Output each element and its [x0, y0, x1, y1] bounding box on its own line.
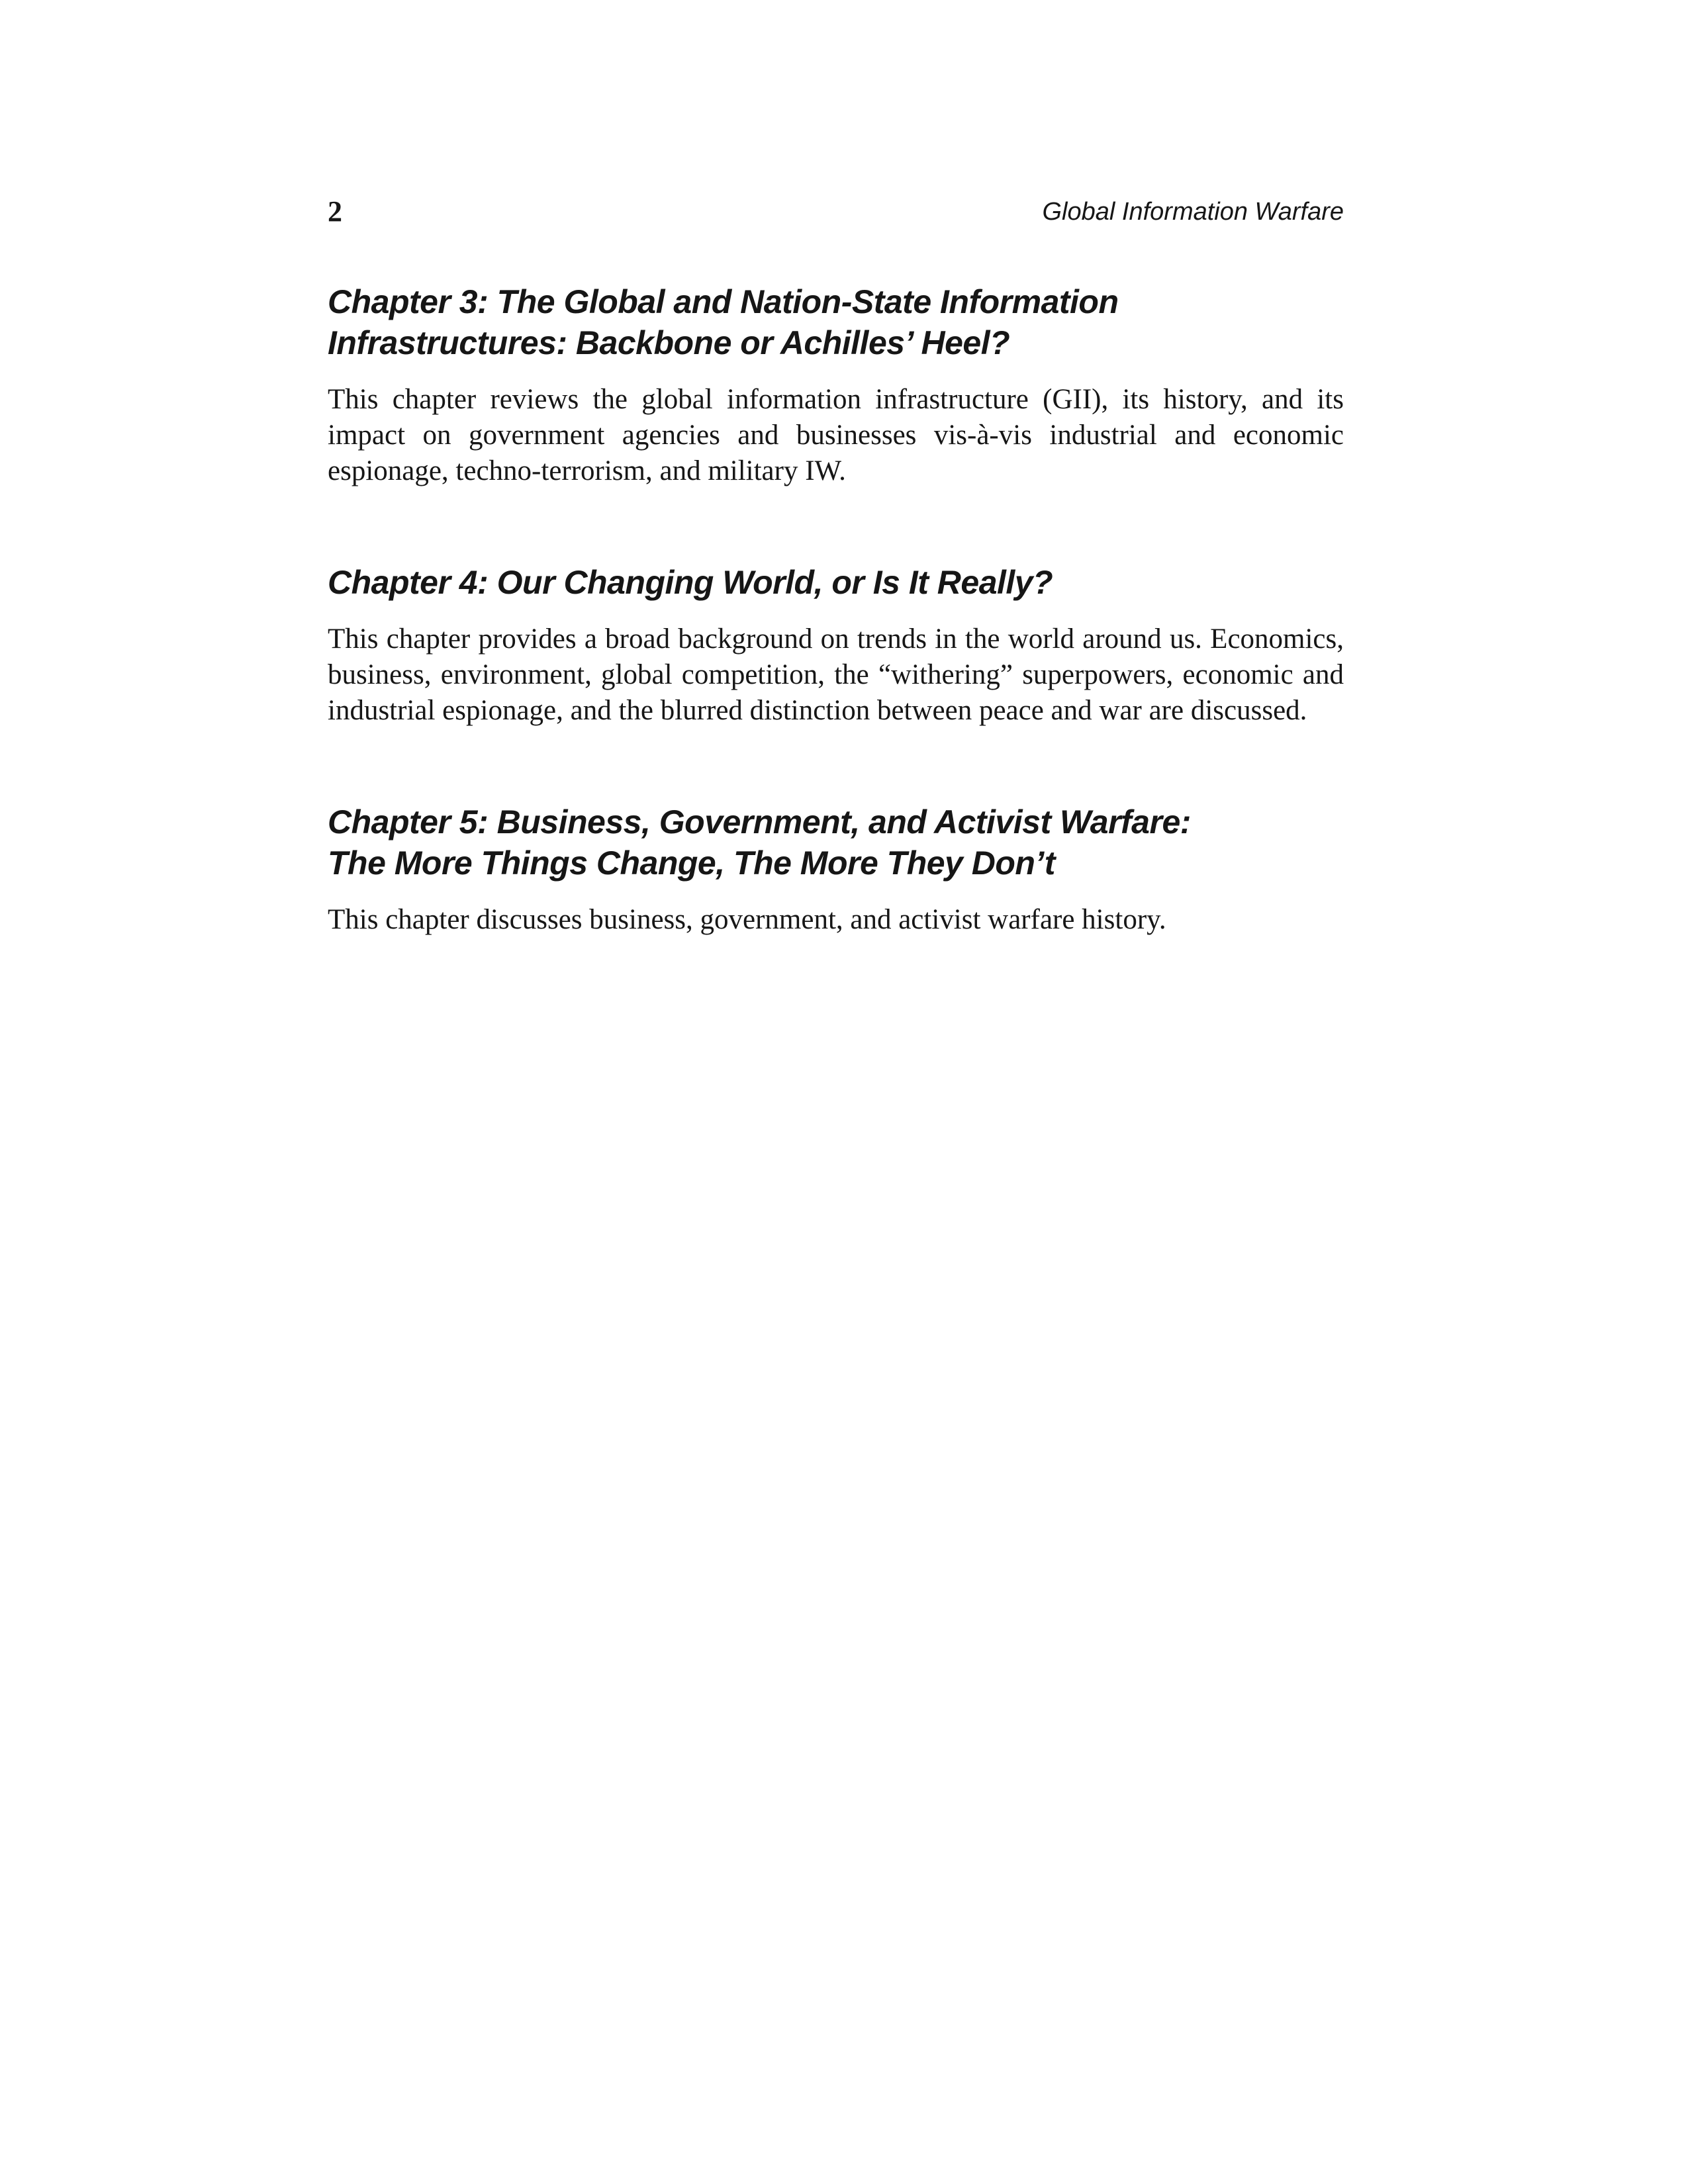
chapter-4-heading	[328, 562, 1344, 603]
chapter-3-section	[328, 281, 1344, 489]
chapter-3-heading	[328, 281, 1344, 363]
chapter-5-heading-line-2: The More Things Change, The More They Don’t	[328, 844, 1055, 882]
page-number: 2	[328, 195, 342, 228]
chapter-4-summary: This chapter provides a broad background on trends in the world around us. Economics, business, environment, global competition, the “withering” superpowers, economic and industrial espionage, and the blurred distinction between peace and war are discussed.	[328, 623, 1344, 726]
chapter-5-summary: This chapter discusses business, government, and activist warfare history.	[328, 904, 1166, 935]
chapter-4-section	[328, 562, 1344, 729]
chapter-5-heading	[328, 801, 1344, 884]
chapter-5-section	[328, 801, 1344, 938]
running-title: Global Information Warfare	[1042, 198, 1344, 226]
chapter-3-heading-line-1: Chapter 3: The Global and Nation-State Information	[328, 283, 1119, 320]
chapter-3-summary: This chapter reviews the global information infrastructure (GII), its history, and its impact on government agencies and businesses vis-à-vis industrial and economic espionage, techno-terrorism, and military IW.	[328, 384, 1344, 486]
chapter-4-heading-line-1: Chapter 4: Our Changing World, or Is It Really?	[328, 564, 1053, 601]
page-header	[328, 192, 1344, 232]
chapter-5-heading-line-1: Chapter 5: Business, Government, and Activist Warfare:	[328, 803, 1191, 841]
chapter-summaries	[328, 281, 1344, 1011]
chapter-3-heading-line-2: Infrastructures: Backbone or Achilles’ Heel?	[328, 324, 1010, 361]
